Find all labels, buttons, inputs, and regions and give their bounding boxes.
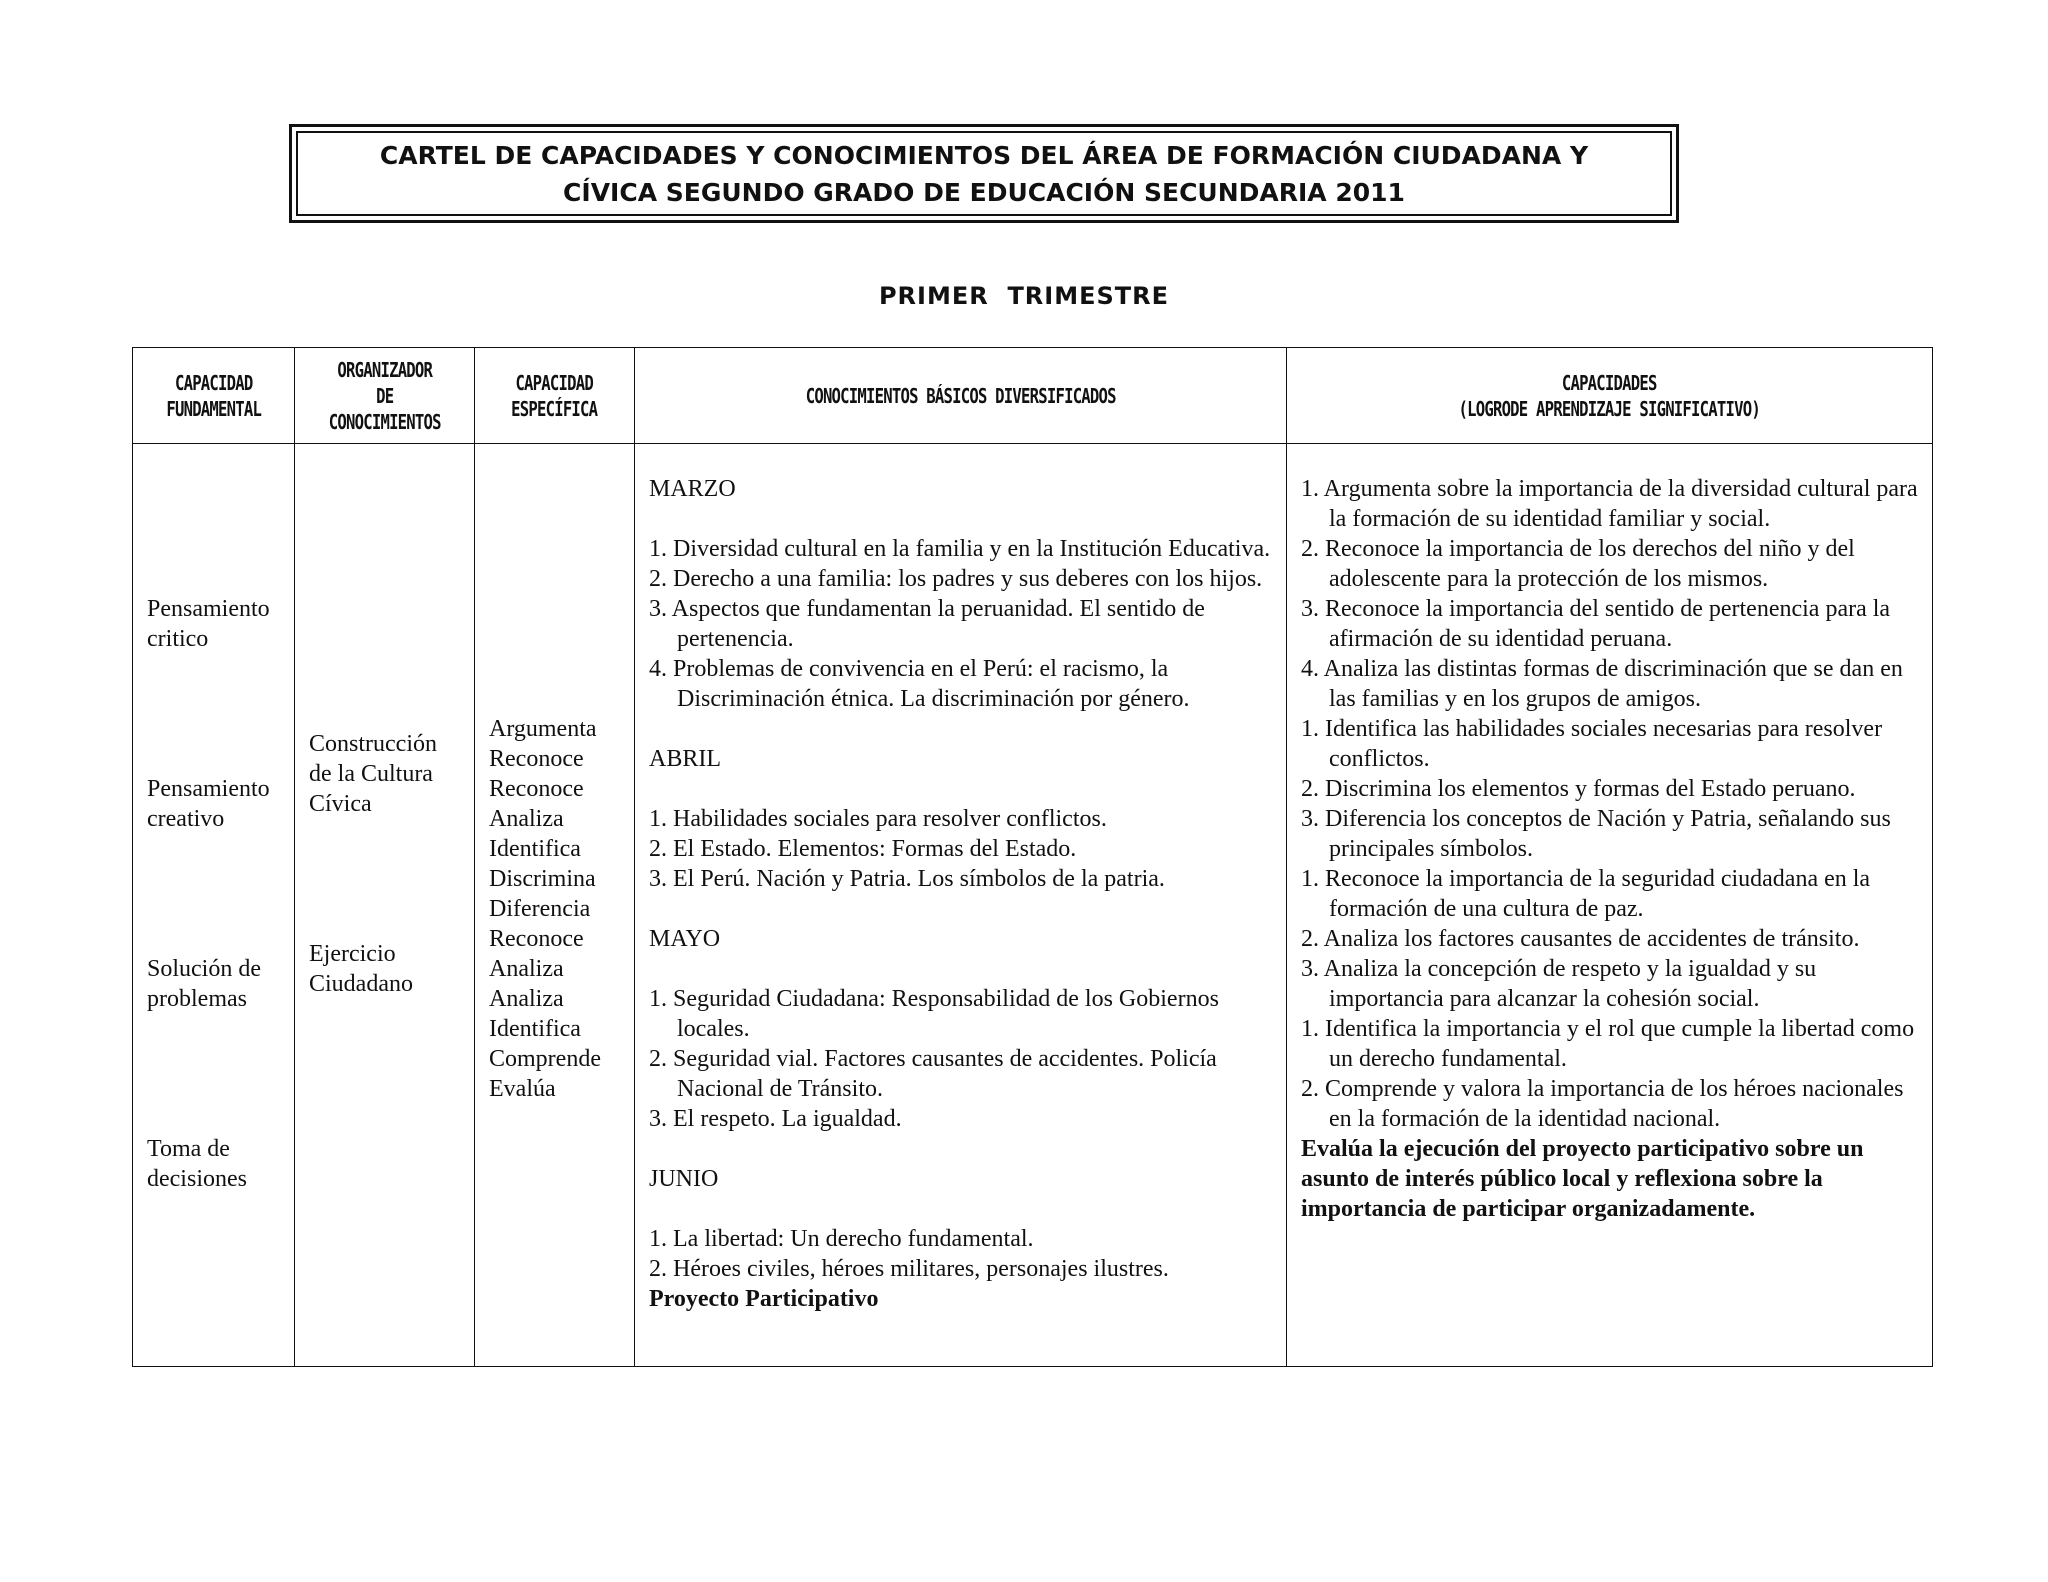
achievement-item: 3. Analiza la concepción de respeto y la igualdad y su importancia para alcanzar la cohesión social. (1301, 956, 1817, 1012)
knowledge-item: 3. El respeto. La igualdad. (649, 1106, 902, 1132)
month-heading: ABRIL (649, 746, 721, 772)
month-heading: MARZO (649, 476, 736, 502)
header-text: CONOCIMIENTOS (328, 409, 441, 434)
header-capacidad-especifica (475, 348, 635, 444)
specific-item: Identifica (489, 1016, 581, 1042)
fundamental-cell (133, 444, 295, 1367)
specific-cell (475, 444, 635, 1367)
specific-list (489, 714, 634, 1104)
achievement-item: 4. Analiza las distintas formas de discriminación que se dan en las familias y en los grupos de amigos. (1301, 656, 1903, 712)
achievement-item: 1. Argumenta sobre la importancia de la diversidad cultural para la formación de su identidad familiar y social. (1301, 476, 1918, 532)
achievement-item: 3. Diferencia los conceptos de Nación y Patria, señalando sus principales símbolos. (1301, 806, 1891, 862)
header-text: CAPACIDAD (515, 370, 594, 395)
knowledge-list (649, 474, 1276, 1284)
knowledge-item: 2. Derecho a una familia: los padres y sus deberes con los hijos. (649, 566, 1263, 592)
knowledge-item: 2. Héroes civiles, héroes militares, personajes ilustres. (649, 1256, 1169, 1282)
content-row (133, 444, 1933, 1367)
organizer-text: Cívica (309, 791, 372, 817)
month-block (649, 474, 1276, 744)
fundamental-item (147, 954, 294, 1014)
organizer-cell (295, 444, 475, 1367)
knowledge-item: 2. Seguridad vial. Factores causantes de accidentes. Policía Nacional de Tránsito. (649, 1046, 1217, 1102)
header-text: CAPACIDADES (1562, 370, 1657, 395)
achievement-item: 2. Comprende y valora la importancia de los héroes nacionales en la formación de la identidad nacional. (1301, 1076, 1904, 1132)
month-block (649, 924, 1276, 1164)
knowledge-cell (635, 444, 1287, 1367)
knowledge-item: 1. La libertad: Un derecho fundamental. (649, 1226, 1034, 1252)
fundamental-item (147, 774, 294, 834)
knowledge-item: 1. Diversidad cultural en la familia y en la Institución Educativa. (649, 536, 1271, 562)
section-heading: PRIMER TRIMESTRE (878, 282, 1170, 310)
fundamental-item (147, 594, 294, 654)
header-text: (LOGRODE APRENDIZAJE SIGNIFICATIVO) (1458, 396, 1761, 421)
header-text: DE (375, 383, 394, 408)
specific-item: Analiza (489, 806, 564, 832)
organizer-item (309, 939, 474, 999)
header-row (133, 348, 1933, 444)
spacer (649, 1134, 1276, 1164)
fundamental-text: Solución de (147, 956, 261, 982)
header-text: CAPACIDAD (174, 370, 253, 395)
achievement-item: 2. Discrimina los elementos y formas del Estado peruano. (1301, 776, 1856, 802)
curriculum-table (132, 347, 1933, 1367)
title-line-2: CÍVICA SEGUNDO GRADO DE EDUCACIÓN SECUNDARIA 2011 (563, 177, 1405, 207)
fundamental-text: Toma de (147, 1136, 230, 1162)
header-organizador (295, 348, 475, 444)
knowledge-item: 2. El Estado. Elementos: Formas del Estado. (649, 836, 1077, 862)
month-block (649, 1164, 1276, 1284)
achievement-item: 1. Reconoce la importancia de la seguridad ciudadana en la formación de una cultura de paz. (1301, 866, 1871, 922)
title-line-1: CARTEL DE CAPACIDADES Y CONOCIMIENTOS DEL ÁREA DE FORMACIÓN CIUDADANA Y (379, 140, 1589, 170)
fundamental-text: critico (147, 626, 209, 652)
month-block (649, 744, 1276, 924)
achievement-item: 2. Analiza los factores causantes de accidentes de tránsito. (1301, 926, 1860, 952)
organizer-text: Ejercicio (309, 941, 396, 967)
spacer (649, 714, 1276, 744)
final-achievement: Evalúa la ejecución del proyecto participativo sobre un asunto de interés público local y reflexiona sobre la importancia de participar organizadamente. (1301, 1136, 1864, 1222)
specific-item: Reconoce (489, 926, 584, 952)
organizer-item (309, 729, 474, 819)
specific-item: Identifica (489, 836, 581, 862)
title-box (289, 124, 1679, 223)
fundamental-text: decisiones (147, 1166, 247, 1192)
fundamental-text: problemas (147, 986, 247, 1012)
fundamental-text: creativo (147, 806, 225, 832)
header-capacidad-fundamental (133, 348, 295, 444)
specific-item: Discrimina (489, 866, 596, 892)
achievement-list (1301, 474, 1922, 1134)
header-text: CONOCIMIENTOS BÁSICOS DIVERSIFICADOS (805, 383, 1116, 408)
specific-item: Comprende (489, 1046, 601, 1072)
organizer-text: Ciudadano (309, 971, 413, 997)
header-capacidades (1287, 348, 1933, 444)
fundamental-text: Pensamiento (147, 596, 270, 622)
project-label: Proyecto Participativo (649, 1286, 879, 1312)
specific-item: Argumenta (489, 716, 597, 742)
fundamental-text: Pensamiento (147, 776, 270, 802)
document-title (296, 131, 1672, 216)
knowledge-item: 4. Problemas de convivencia en el Perú: el racismo, la Discriminación étnica. La discriminación por género. (649, 656, 1190, 712)
specific-item: Evalúa (489, 1076, 556, 1102)
knowledge-item: 3. El Perú. Nación y Patria. Los símbolos de la patria. (649, 866, 1165, 892)
specific-item: Analiza (489, 956, 564, 982)
specific-item: Analiza (489, 986, 564, 1012)
specific-item: Diferencia (489, 896, 591, 922)
achievement-item: 2. Reconoce la importancia de los derechos del niño y del adolescente para la protección de los mismos. (1301, 536, 1855, 592)
specific-item: Reconoce (489, 776, 584, 802)
specific-item: Reconoce (489, 746, 584, 772)
spacer (649, 894, 1276, 924)
knowledge-item: 1. Seguridad Ciudadana: Responsabilidad de los Gobiernos locales. (649, 986, 1219, 1042)
header-conocimientos (635, 348, 1287, 444)
achievement-item: 1. Identifica las habilidades sociales necesarias para resolver conflictos. (1301, 716, 1883, 772)
achievement-item: 1. Identifica la importancia y el rol que cumple la libertad como un derecho fundamental. (1301, 1016, 1915, 1072)
header-text: ORGANIZADOR (337, 357, 432, 382)
month-heading: JUNIO (649, 1166, 719, 1192)
organizer-text: Construcción (309, 731, 437, 757)
organizer-text: de la Cultura (309, 761, 433, 787)
header-text: ESPECÍFICA (511, 396, 598, 421)
knowledge-item: 3. Aspectos que fundamentan la peruanidad. El sentido de pertenencia. (649, 596, 1205, 652)
achievements-cell (1287, 444, 1933, 1367)
achievement-item: 3. Reconoce la importancia del sentido de pertenencia para la afirmación de su identidad peruana. (1301, 596, 1891, 652)
knowledge-item: 1. Habilidades sociales para resolver conflictos. (649, 806, 1107, 832)
header-text: FUNDAMENTAL (166, 396, 261, 421)
fundamental-item (147, 1134, 294, 1194)
month-heading: MAYO (649, 926, 721, 952)
